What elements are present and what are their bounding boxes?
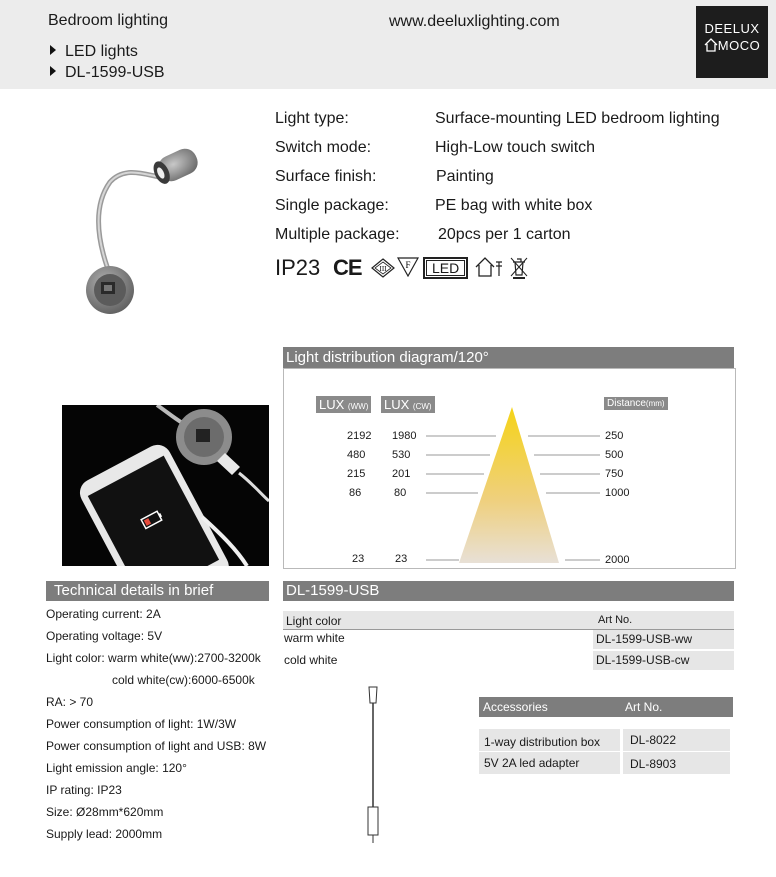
row-art: DL-1599-USB-cw xyxy=(596,653,690,667)
spec-row xyxy=(275,110,735,128)
row-art: DL-1599-USB-ww xyxy=(596,632,693,646)
tech-line: Operating current: 2A xyxy=(46,607,161,621)
tech-line: RA: > 70 xyxy=(46,695,94,709)
accessories-header xyxy=(479,697,733,717)
accessory-name: 5V 2A led adapter xyxy=(484,756,580,770)
accessory-name: 1-way distribution box xyxy=(484,735,601,749)
ce-mark-icon: CE xyxy=(333,255,362,280)
spec-value: 20pcs per 1 carton xyxy=(438,226,571,243)
indoor-use-icon xyxy=(474,256,504,278)
tech-line: IP rating: IP23 xyxy=(46,783,122,797)
spec-label: Surface finish: xyxy=(275,168,377,185)
spec-label: Light type: xyxy=(275,110,349,127)
tech-line: Light color: warm white(ww):2700-3200k xyxy=(46,651,261,665)
distance-value: 1000 xyxy=(605,487,630,499)
lux-ww-value: 86 xyxy=(349,487,362,499)
row-color: warm white xyxy=(284,631,345,645)
brand-logo xyxy=(696,6,768,78)
lux-cw-header: LUX (CW) xyxy=(381,396,435,413)
table-row xyxy=(283,630,734,649)
logo-top-text: DEELUX xyxy=(704,21,760,36)
svg-text:III: III xyxy=(379,265,387,273)
ip-rating: IP23 xyxy=(275,255,321,280)
lux-cw-value: 201 xyxy=(392,468,411,480)
lux-ww-value: 2192 xyxy=(347,430,372,442)
weee-bin-icon xyxy=(510,257,528,279)
lux-ww-header: LUX (WW) xyxy=(316,396,371,413)
table-row xyxy=(283,651,734,670)
tech-line: Size: Ø28mm*620mm xyxy=(46,805,164,819)
house-icon xyxy=(704,38,718,52)
lux-cw-value: 23 xyxy=(395,553,408,565)
spec-row xyxy=(275,168,735,186)
accessories-title: Accessories xyxy=(483,700,548,714)
spec-row xyxy=(275,139,735,157)
distance-value: 2000 xyxy=(605,554,630,566)
usb-charging-photo xyxy=(62,405,269,566)
spec-value: Painting xyxy=(436,168,494,185)
tech-line: Supply lead: 2000mm xyxy=(46,827,163,841)
distance-value: 500 xyxy=(605,449,624,461)
lux-cw-value: 530 xyxy=(392,449,411,461)
lux-cw-value: 1980 xyxy=(392,430,417,442)
lux-ww-value: 480 xyxy=(347,449,366,461)
col-light-color: Light color xyxy=(286,614,342,628)
class-iii-icon xyxy=(371,258,395,278)
spec-label: Single package: xyxy=(275,197,389,214)
tech-line: cold white(cw):6000-6500k xyxy=(112,673,255,687)
accessory-art: DL-8903 xyxy=(630,757,677,771)
spec-label: Multiple package: xyxy=(275,226,400,243)
tech-details-title: Technical details in brief xyxy=(46,581,269,601)
distance-value: 250 xyxy=(605,430,624,442)
row-color: cold white xyxy=(284,653,338,667)
tech-line: Operating voltage: 5V xyxy=(46,629,163,643)
light-distribution-diagram xyxy=(283,368,736,569)
accessory-art: DL-8022 xyxy=(630,733,677,747)
svg-text:F: F xyxy=(405,260,411,270)
lux-cw-value: 80 xyxy=(394,487,407,499)
category-title: Bedroom lighting xyxy=(48,12,169,29)
diagram-title: Light distribution diagram/120° xyxy=(283,347,734,368)
model-table-title: DL-1599-USB xyxy=(283,581,734,601)
distance-header: Distance(mm) xyxy=(604,397,668,410)
lamp-dimension-drawing xyxy=(362,685,384,845)
website-url: www.deeluxlighting.com xyxy=(389,13,560,30)
breadcrumb-model: DL-1599-USB xyxy=(50,64,165,82)
lamp-product-image xyxy=(70,120,220,320)
spec-value: PE bag with white box xyxy=(435,197,593,214)
spec-value: High-Low touch switch xyxy=(435,139,596,156)
spec-value: Surface-mounting LED bedroom lighting xyxy=(435,110,720,127)
breadcrumb-led-lights: LED lights xyxy=(50,43,138,61)
f-mark-icon xyxy=(397,257,419,277)
model-table-header xyxy=(283,611,734,629)
spec-row xyxy=(275,197,735,215)
col-art-no: Art No. xyxy=(598,614,633,626)
spec-label: Switch mode: xyxy=(275,139,372,156)
led-mark-icon: LED xyxy=(423,257,468,279)
tech-line: Power consumption of light: 1W/3W xyxy=(46,717,237,731)
lux-ww-value: 23 xyxy=(352,553,365,565)
lux-ww-value: 215 xyxy=(347,468,366,480)
tech-line: Power consumption of light and USB: 8W xyxy=(46,739,267,753)
tech-line: Light emission angle: 120° xyxy=(46,761,187,775)
distance-value: 750 xyxy=(605,468,624,480)
logo-bottom: MOCO xyxy=(696,38,768,53)
accessories-col-art: Art No. xyxy=(625,700,663,714)
spec-row xyxy=(275,226,735,244)
